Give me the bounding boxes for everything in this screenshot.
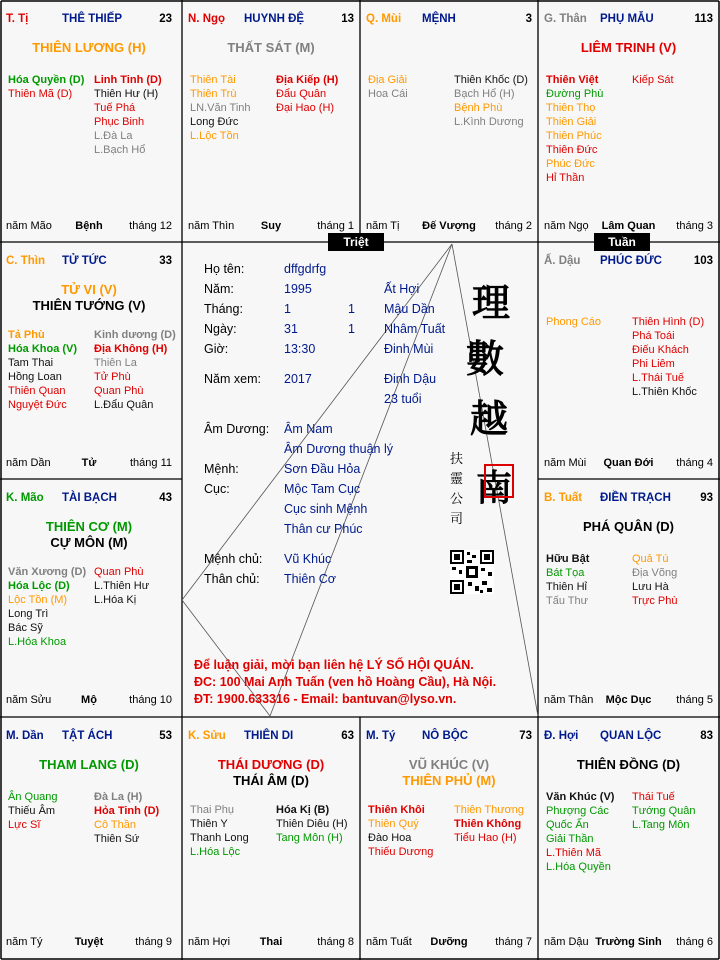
- major-star: THIÊN ĐỒNG (D): [576, 757, 681, 772]
- red-seal-stamp: [484, 464, 514, 498]
- minor-star: Hóa Khoa (V): [8, 343, 78, 355]
- info-label: Tháng:: [204, 302, 243, 316]
- palace-header: [366, 730, 532, 746]
- minor-star: Ân Quang: [8, 791, 58, 803]
- palace-branch: C. Thìn: [6, 255, 45, 267]
- major-star: THIÊN TƯỚNG (V): [32, 298, 146, 313]
- footer-month: tháng 3: [676, 220, 713, 232]
- footer-stage: Đế Vượng: [422, 220, 476, 232]
- palace-cell-mao[interactable]: [0, 479, 178, 716]
- major-star: THIÊN CƠ (M): [45, 519, 133, 534]
- minor-star: Thiên Trù: [190, 88, 237, 100]
- major-star: LIÊM TRINH (V): [580, 40, 677, 55]
- minor-star: Thái Tuế: [632, 791, 675, 803]
- minor-star: Tiểu Hao (H): [454, 832, 517, 844]
- minor-star: Thiên Hỉ: [546, 581, 587, 593]
- minor-star: Hữu Bật: [546, 553, 590, 565]
- footer-year: năm Tuất: [366, 936, 412, 948]
- minor-star: L.Lộc Tồn: [190, 130, 239, 142]
- info-label: Mệnh:: [204, 462, 239, 476]
- footer-month: tháng 5: [676, 694, 713, 706]
- minor-star: Thiên Việt: [546, 74, 599, 86]
- minor-star: Văn Xương (D): [8, 566, 87, 578]
- palace-header: [544, 492, 713, 508]
- minor-star: Kinh dương (D): [94, 329, 176, 341]
- palace-footer: [188, 936, 354, 950]
- info-label: Năm xem:: [204, 372, 261, 386]
- minor-star: Địa Không (H): [94, 343, 168, 355]
- minor-star: Đà La (H): [94, 791, 143, 803]
- minor-star: Đại Hao (H): [276, 102, 335, 114]
- info-label: Cục:: [204, 482, 230, 496]
- tuan-tag: Tuần: [594, 233, 650, 251]
- minor-star: Quả Tú: [632, 553, 669, 565]
- minor-star: Thiên Tài: [190, 74, 236, 86]
- minor-star: Đường Phù: [546, 88, 604, 100]
- minor-star: L.Đẩu Quân: [94, 399, 154, 411]
- footer-month: tháng 4: [676, 457, 713, 469]
- minor-star: Đào Hoa: [368, 832, 412, 844]
- minor-star: Điếu Khách: [632, 344, 689, 356]
- palace-branch: M. Dần: [6, 730, 44, 742]
- palace-number: 23: [159, 13, 172, 25]
- info-value: 1995: [284, 282, 312, 296]
- qr-code-icon: [450, 550, 494, 594]
- minor-star: Lưu Hà: [632, 581, 669, 593]
- info-value: Thân cư Phúc: [284, 522, 363, 536]
- minor-star: Quan Phù: [94, 385, 144, 397]
- palace-header: [6, 492, 172, 508]
- palace-footer: [544, 936, 713, 950]
- footer-month: tháng 6: [676, 936, 713, 948]
- footer-month: tháng 12: [129, 220, 172, 232]
- minor-star: Hồng Loan: [8, 371, 62, 383]
- palace-name: ĐIỀN TRẠCH: [600, 492, 671, 504]
- palace-header: [6, 13, 172, 29]
- major-star: TỬ VI (V): [61, 282, 117, 297]
- palace-branch: G. Thân: [544, 13, 587, 25]
- footer-year: năm Mão: [6, 220, 52, 232]
- footer-stage: Quan Đới: [603, 457, 654, 469]
- minor-star: Quốc Ấn: [546, 819, 589, 831]
- minor-star: L.Hóa Quyền: [546, 861, 611, 873]
- minor-star: Trực Phù: [632, 595, 678, 607]
- minor-star: Văn Khúc (V): [546, 791, 615, 803]
- minor-star: Kiếp Sát: [632, 74, 674, 86]
- minor-star: Địa Giải: [368, 74, 408, 86]
- star-column-right: [632, 552, 677, 608]
- star-column-right: [632, 315, 704, 399]
- minor-star: Thiên La: [94, 357, 137, 369]
- minor-star: Tử Phù: [94, 371, 131, 383]
- minor-star: L.Hóa Lộc: [190, 846, 241, 858]
- minor-star: Thiên Quan: [8, 385, 66, 397]
- palace-cell-dan[interactable]: [0, 717, 178, 958]
- footer-year: năm Mùi: [544, 457, 587, 469]
- info-value: Âm Nam: [284, 422, 333, 436]
- minor-star: Thiên Hư (H): [94, 88, 159, 100]
- minor-star: Thanh Long: [190, 832, 249, 844]
- minor-star: Cô Thần: [94, 819, 136, 831]
- palace-header: [6, 255, 172, 271]
- star-column-right: [276, 73, 338, 115]
- minor-star: Thiên Không: [454, 818, 522, 830]
- minor-star: Tả Phù: [8, 329, 45, 341]
- minor-star: Lực Sĩ: [8, 819, 41, 831]
- palace-footer: [6, 694, 172, 708]
- star-column-left: [8, 790, 58, 832]
- minor-star: Thiên Giải: [546, 116, 597, 128]
- palace-name: NÔ BỘC: [422, 730, 468, 742]
- footer-stage: Mộc Dục: [605, 694, 652, 706]
- star-column-right: [632, 790, 696, 832]
- star-column-left: [546, 790, 614, 874]
- contact-line: ĐT: 1900.633316 - Email: bantuvan@lyso.vn.: [194, 692, 457, 706]
- minor-star: Tấu Thư: [546, 595, 589, 607]
- minor-star: Lộc Tồn (M): [8, 594, 68, 606]
- minor-star: Bệnh Phù: [454, 102, 503, 114]
- minor-star: Hoa Cái: [368, 88, 408, 100]
- minor-star: Quan Phù: [94, 566, 144, 578]
- palace-branch: K. Mão: [6, 492, 44, 504]
- palace-header: [544, 13, 713, 29]
- minor-star: Thiên Khốc (D): [454, 74, 528, 86]
- footer-year: năm Dậu: [544, 936, 589, 948]
- minor-star: L.Bạch Hổ: [94, 144, 146, 156]
- minor-star: L.Tang Môn: [632, 819, 690, 831]
- star-column-left: [368, 803, 433, 859]
- minor-star: Địa Kiếp (H): [276, 74, 339, 86]
- minor-star: Thiên Mã (D): [8, 88, 73, 100]
- palace-number: 43: [159, 492, 172, 504]
- minor-star: Phục Binh: [94, 116, 145, 128]
- palace-footer: [188, 220, 354, 234]
- minor-star: L.Thiên Hư: [94, 580, 150, 592]
- palace-name: HUYNH ĐỆ: [244, 13, 305, 25]
- palace-header: [366, 13, 532, 29]
- star-column-left: [8, 73, 84, 101]
- footer-stage: Trường Sinh: [595, 936, 662, 948]
- minor-star: Thiên Đức: [546, 144, 598, 156]
- major-star: THÁI DƯƠNG (D): [217, 757, 325, 772]
- footer-month: tháng 1: [317, 220, 354, 232]
- palace-header: [544, 255, 713, 271]
- minor-star: Phúc Đức: [546, 158, 595, 170]
- minor-star: L.Đà La: [94, 130, 133, 142]
- major-star: CỰ MÔN (M): [50, 535, 128, 550]
- palace-cell-tuat[interactable]: [538, 479, 719, 716]
- company-seal-text: 扶 靈 公 司: [450, 452, 464, 527]
- minor-star: Địa Võng: [632, 567, 678, 579]
- minor-star: Linh Tinh (D): [94, 74, 162, 86]
- palace-number: 73: [519, 730, 532, 742]
- star-column-left: [546, 315, 601, 329]
- footer-stage: Dưỡng: [430, 936, 468, 948]
- footer-month: tháng 7: [495, 936, 532, 948]
- palace-cell-ngo[interactable]: [182, 0, 360, 242]
- footer-year: năm Thân: [544, 694, 594, 706]
- palace-cell-ti[interactable]: [0, 0, 178, 242]
- minor-star: Giải Thần: [546, 833, 594, 845]
- palace-cell-than[interactable]: [538, 0, 719, 242]
- footer-stage: Thai: [259, 936, 283, 948]
- palace-number: 103: [693, 255, 713, 267]
- info-canchi-value: Nhâm Tuất: [384, 322, 446, 336]
- palace-cell-ty[interactable]: [360, 717, 538, 958]
- info-canchi-value: Mậu Dần: [384, 302, 435, 316]
- info-label: Âm Dương:: [204, 422, 270, 436]
- info-value: dffgdrfg: [284, 262, 327, 276]
- minor-star: Bát Tọa: [546, 567, 585, 579]
- calligraphy-char-1: 理: [472, 280, 511, 325]
- footer-year: năm Hợi: [188, 936, 231, 948]
- info-label: Mệnh chủ:: [204, 552, 263, 566]
- palace-cell-suu[interactable]: [182, 717, 360, 958]
- minor-star: L.Thái Tuế: [632, 372, 684, 384]
- major-star: PHÁ QUÂN (D): [583, 519, 674, 534]
- info-value: Âm Dương thuận lý: [284, 442, 393, 456]
- major-star: THAM LANG (D): [39, 757, 139, 772]
- minor-star: Long Trì: [8, 608, 49, 620]
- palace-name: TỬ TỨC: [62, 255, 107, 267]
- minor-star: LN.Văn Tinh: [190, 102, 251, 114]
- palace-name: THÊ THIẾP: [62, 13, 123, 25]
- palace-branch: B. Tuất: [544, 492, 583, 504]
- palace-cell-mui[interactable]: [360, 0, 538, 242]
- minor-star: L.Hóa Kị: [94, 594, 137, 606]
- minor-star: Hóa Quyền (D): [8, 74, 85, 86]
- contact-line: Để luận giải, mời bạn liên hệ LÝ SỐ HỘI QUÁN.: [194, 658, 474, 672]
- info-value: 31: [284, 322, 298, 336]
- minor-star: Thiên Quý: [368, 818, 419, 830]
- palace-cell-hoi[interactable]: [538, 717, 719, 958]
- minor-star: Nguyệt Đức: [8, 399, 67, 411]
- minor-star: Bạch Hổ (H): [454, 88, 515, 100]
- info-lunar-value: 1: [348, 302, 355, 316]
- palace-number: 13: [341, 13, 354, 25]
- minor-star: Thiên Sứ: [94, 833, 140, 845]
- major-star: THÁI ÂM (D): [233, 773, 309, 788]
- footer-stage: Tuyệt: [74, 936, 104, 948]
- qr-code[interactable]: [450, 550, 494, 594]
- info-label: Giờ:: [204, 342, 229, 356]
- palace-header: [6, 730, 172, 746]
- minor-star: Thiếu Âm: [8, 805, 56, 817]
- palace-branch: N. Ngọ: [188, 13, 226, 25]
- star-column-right: [94, 790, 159, 846]
- star-column-left: [546, 552, 589, 608]
- minor-star: Thiên Hình (D): [632, 316, 705, 328]
- palace-name: TẬT ÁCH: [62, 730, 113, 742]
- footer-month: tháng 9: [135, 936, 172, 948]
- star-column-right: [276, 803, 348, 845]
- star-column-left: [190, 73, 251, 143]
- palace-name: PHÚC ĐỨC: [600, 255, 662, 267]
- palace-number: 53: [159, 730, 172, 742]
- star-column-left: [8, 565, 86, 649]
- minor-star: Phong Cáo: [546, 316, 602, 328]
- palace-name: PHỤ MẪU: [600, 13, 654, 25]
- star-column-right: [454, 803, 524, 845]
- star-column-left: [8, 328, 77, 412]
- minor-star: Thiên Diêu (H): [276, 818, 348, 830]
- info-value: Cục sinh Mệnh: [284, 502, 368, 516]
- footer-month: tháng 10: [129, 694, 172, 706]
- palace-footer: [544, 457, 713, 471]
- minor-star: L.Thiên Mã: [546, 847, 602, 859]
- minor-star: Hóa Lộc (D): [8, 580, 70, 592]
- info-label: Họ tên:: [204, 262, 245, 276]
- footer-stage: Mộ: [81, 694, 97, 706]
- minor-star: Phượng Các: [546, 805, 609, 817]
- footer-year: năm Ngọ: [544, 220, 589, 232]
- major-star: VŨ KHÚC (V): [408, 757, 490, 772]
- palace-number: 113: [694, 13, 713, 25]
- minor-star: Long Đức: [190, 116, 239, 128]
- calligraphy-char-4: 南: [476, 467, 513, 509]
- palace-footer: [6, 220, 172, 234]
- minor-star: Phá Toái: [632, 330, 675, 342]
- footer-month: tháng 2: [495, 220, 532, 232]
- minor-star: Đẩu Quân: [276, 88, 327, 100]
- palace-footer: [6, 936, 172, 950]
- palace-name: QUAN LỘC: [600, 730, 662, 742]
- calligraphy-char-3: 越: [470, 396, 509, 441]
- footer-month: tháng 11: [129, 457, 172, 469]
- star-column-right: [94, 73, 162, 157]
- minor-star: Thiên Thọ: [546, 102, 596, 114]
- footer-year: năm Tị: [366, 220, 400, 232]
- footer-year: năm Thìn: [188, 220, 235, 232]
- star-column-right: [94, 328, 176, 412]
- footer-month: tháng 8: [317, 936, 354, 948]
- info-canchi-value: 23 tuổi: [384, 392, 422, 406]
- info-canchi-value: Đinh Dậu: [384, 372, 437, 386]
- palace-branch: M. Tý: [366, 730, 396, 742]
- calligraphy-char-2: 數: [466, 336, 505, 381]
- info-value: Sơn Đầu Hỏa: [284, 462, 361, 476]
- minor-star: Thiên Y: [190, 818, 228, 830]
- center-info-panel: [182, 242, 538, 716]
- info-value: Vũ Khúc: [284, 552, 332, 566]
- minor-star: Tam Thai: [8, 357, 54, 369]
- minor-star: L.Hóa Khoa: [8, 636, 67, 648]
- star-column-right: [454, 73, 528, 129]
- minor-star: Tuế Phá: [94, 102, 136, 114]
- star-column-right: [94, 565, 149, 607]
- major-star: THIÊN PHỦ (M): [402, 773, 496, 788]
- minor-star: Bác Sỹ: [8, 622, 43, 634]
- minor-star: Hỏa Tinh (D): [94, 805, 160, 817]
- palace-number: 3: [525, 13, 532, 25]
- minor-star: Thiên Khôi: [368, 804, 425, 816]
- minor-star: Thiên Phúc: [546, 130, 602, 142]
- info-value: 1: [284, 302, 291, 316]
- palace-header: [188, 730, 354, 746]
- info-value: Mộc Tam Cục: [284, 482, 361, 496]
- palace-name: TÀI BẠCH: [62, 492, 117, 504]
- palace-branch: K. Sửu: [188, 730, 226, 742]
- minor-star: Hỉ Thần: [546, 172, 585, 184]
- star-column-right: [632, 73, 674, 87]
- palace-branch: Đ. Hợi: [544, 730, 579, 742]
- minor-star: Thiên Thương: [454, 804, 525, 816]
- footer-stage: Lâm Quan: [601, 220, 656, 232]
- footer-year: năm Sửu: [6, 694, 52, 706]
- footer-stage: Tử: [81, 457, 97, 469]
- palace-cell-thin[interactable]: [0, 242, 178, 479]
- major-star: THẤT SÁT (M): [227, 40, 315, 55]
- footer-year: năm Tý: [6, 936, 43, 948]
- palace-header: [544, 730, 713, 746]
- footer-year: năm Dần: [6, 457, 51, 469]
- contact-line: ĐC: 100 Mai Anh Tuấn (ven hồ Hoàng Cầu), Hà Nội.: [194, 675, 497, 689]
- info-label: Ngày:: [204, 322, 237, 336]
- palace-header: [188, 13, 354, 29]
- palace-footer: [544, 694, 713, 708]
- palace-footer: [366, 220, 532, 234]
- info-value: 2017: [284, 372, 312, 386]
- palace-name: MỆNH: [422, 13, 456, 25]
- palace-branch: T. Tị: [6, 13, 29, 25]
- minor-star: Thai Phụ: [190, 804, 235, 816]
- info-label: Năm:: [204, 282, 234, 296]
- major-star: THIÊN LƯƠNG (H): [32, 40, 146, 55]
- palace-name: THIÊN DI: [244, 730, 294, 742]
- footer-stage: Bệnh: [75, 220, 103, 232]
- info-canchi-value: Ất Hợi: [384, 282, 420, 296]
- palace-footer: [544, 220, 713, 234]
- minor-star: L.Kình Dương: [454, 116, 524, 128]
- info-canchi-value: Đinh Mùi: [384, 342, 434, 356]
- palace-number: 63: [341, 730, 354, 742]
- footer-stage: Suy: [260, 220, 282, 232]
- minor-star: Hóa Kị (B): [276, 804, 330, 816]
- star-column-left: [368, 73, 408, 101]
- palace-branch: Ấ. Dậu: [544, 255, 581, 267]
- minor-star: Thiếu Dương: [368, 846, 434, 858]
- info-label: Thân chủ:: [204, 572, 260, 586]
- triet-tag: Triệt: [328, 233, 384, 251]
- star-column-left: [190, 803, 249, 859]
- palace-footer: [6, 457, 172, 471]
- palace-branch: Q. Mùi: [366, 13, 402, 25]
- palace-footer: [366, 936, 532, 950]
- palace-number: 93: [700, 492, 713, 504]
- palace-number: 33: [159, 255, 172, 267]
- info-value: 13:30: [284, 342, 316, 356]
- minor-star: L.Thiên Khốc: [632, 386, 697, 398]
- minor-star: Phi Liêm: [632, 358, 675, 370]
- info-value: Thiên Cơ: [284, 572, 336, 586]
- star-column-left: [546, 73, 603, 185]
- palace-number: 83: [700, 730, 713, 742]
- minor-star: Tướng Quân: [632, 805, 696, 817]
- palace-cell-dau[interactable]: [538, 242, 719, 479]
- minor-star: Tang Môn (H): [276, 832, 343, 844]
- info-lunar-value: 1: [348, 322, 355, 336]
